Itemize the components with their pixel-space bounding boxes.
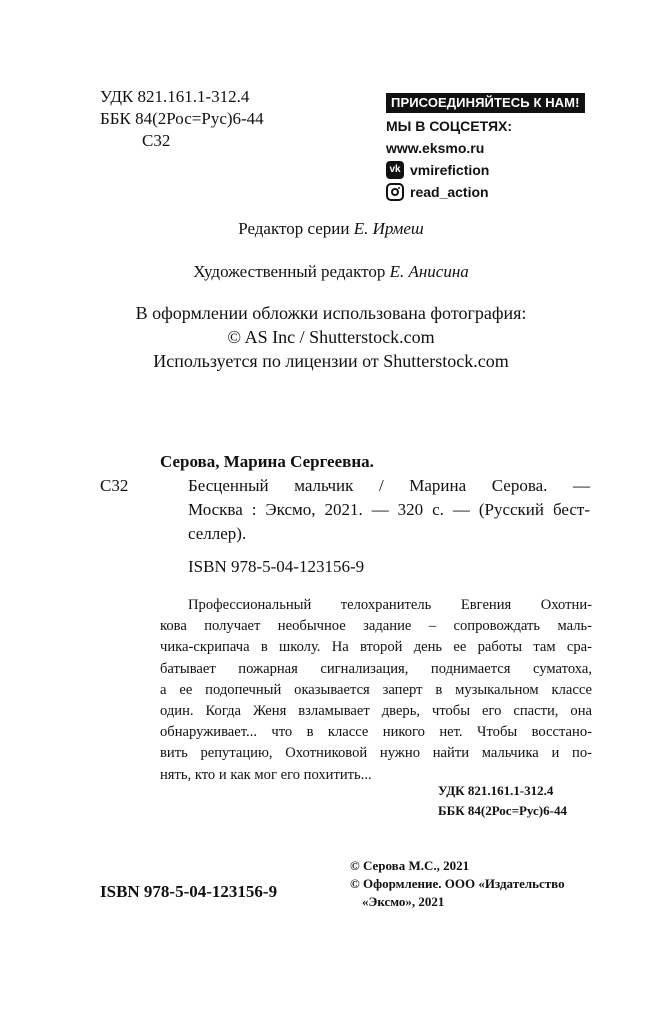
copyright-line-3: «Эксмо», 2021 [362, 894, 445, 909]
copyright-line-2: © Оформление. ООО «Издательство [350, 876, 565, 891]
record-isbn: ISBN 978-5-04-123156-9 [188, 557, 365, 576]
bbk-code-bottom: ББК 84(2Рос=Рус)6-44 [438, 803, 567, 818]
social-heading-text: МЫ В СОЦСЕТЯХ: [386, 118, 513, 134]
annotation-line: вить репутацию, Охотниковой нужно найти мальчика и по- [160, 745, 592, 762]
cover-photo-credit [0, 301, 662, 373]
instagram-icon [386, 183, 404, 201]
vk-link[interactable] [386, 159, 585, 181]
website-text: www.eksmo.ru [386, 140, 485, 156]
cover-credit-line-2: © AS Inc / Shutterstock.com [227, 327, 435, 347]
udk-code-bottom: УДК 821.161.1-312.4 [438, 783, 554, 798]
social-block [386, 93, 585, 203]
social-heading [386, 115, 585, 137]
cover-credit-line-1: В оформлении обложки использована фотография: [135, 303, 527, 323]
copyright-block [350, 857, 565, 911]
record-line: Бесценный мальчик / Марина Серова. — [188, 476, 590, 495]
record-call-number: С32 [100, 476, 129, 495]
call-number: С32 [142, 131, 171, 150]
vk-icon: vk [386, 161, 404, 179]
series-editor-name: Е. Ирмеш [353, 219, 424, 238]
bibliographic-description [188, 474, 590, 546]
annotation-line: батывает пожарная сигнализация, поднимается суматоха, [160, 660, 592, 677]
instagram-handle: read_action [410, 184, 489, 200]
series-editor-line [0, 218, 662, 240]
website-link[interactable] [386, 137, 585, 159]
art-editor-name: Е. Анисина [389, 262, 469, 281]
annotation-line: обнаруживает... что в классе никого нет. Чтобы восстано- [160, 724, 592, 741]
record-line: селлер). [188, 524, 247, 543]
isbn-bottom: ISBN 978-5-04-123156-9 [100, 882, 278, 901]
bbk-code: ББК 84(2Рос=Рус)6-44 [100, 109, 264, 128]
annotation-line: кова получает необычное задание – сопровождать маль- [160, 618, 592, 635]
art-editor-label: Художественный редактор [193, 262, 386, 281]
classification-codes-top [100, 86, 264, 152]
annotation-line: а ее подопечный оказывается заперт в музыкальном классе [160, 681, 592, 698]
instagram-link[interactable] [386, 181, 585, 203]
series-editor-label: Редактор серии [238, 219, 350, 238]
author-heading: Серова, Марина Сергеевна. [160, 452, 374, 471]
classification-codes-bottom [438, 781, 567, 821]
copyright-line-1: © Серова М.С., 2021 [350, 858, 470, 873]
join-banner: ПРИСОЕДИНЯЙТЕСЬ К НАМ! [386, 93, 585, 113]
annotation [160, 595, 592, 786]
record-line: Москва : Эксмо, 2021. — 320 с. — (Русский бест- [188, 500, 590, 519]
annotation-line: чика-скрипача в школу. На второй день ее работы там сра- [160, 639, 592, 656]
annotation-line: нять, кто и как мог его похитить... [160, 766, 372, 783]
annotation-line: один. Когда Женя взламывает дверь, чтобы его спасти, она [160, 703, 592, 720]
art-editor-line [0, 261, 662, 283]
vk-handle: vmirefiction [410, 162, 490, 178]
udk-code: УДК 821.161.1-312.4 [100, 87, 250, 106]
annotation-line: Профессиональный телохранитель Евгения Охотни- [188, 597, 592, 613]
cover-credit-line-3: Используется по лицензии от Shutterstock.com [153, 351, 509, 371]
